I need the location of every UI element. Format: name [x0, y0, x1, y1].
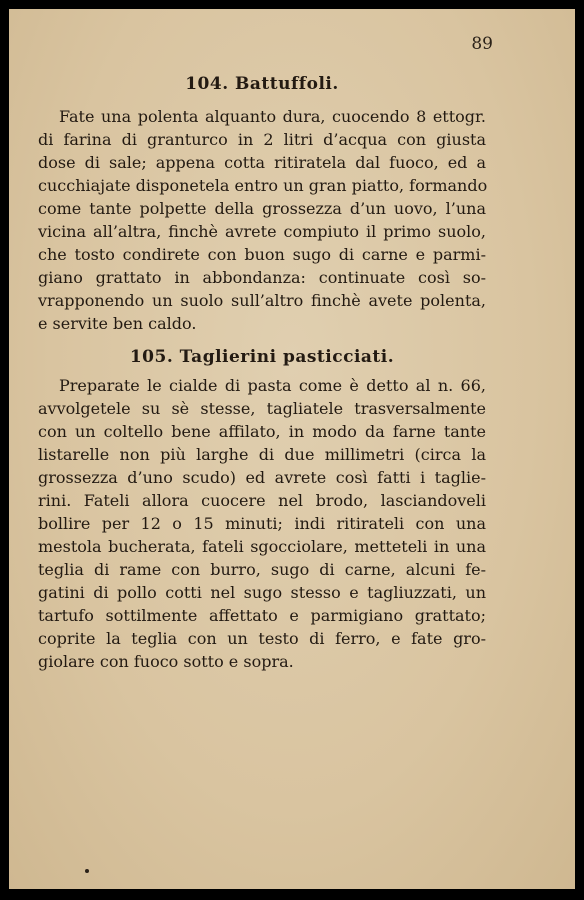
- section-body-105: [38, 374, 486, 673]
- text-line: grossezza d’uno scudo) ed avrete così fatti i taglie-: [38, 468, 486, 487]
- text-line: coprite la teglia con un testo di ferro, e fate gro-: [38, 629, 486, 648]
- text-line: mestola bucherata, fateli sgocciolare, metteteli in una: [38, 537, 486, 556]
- text-line: vrapponendo un suolo sull’altro finchè avete polenta,: [38, 291, 486, 310]
- text-line: cucchiajate disponetela entro un gran piatto, formando: [38, 176, 488, 195]
- text-line: e servite ben caldo.: [38, 314, 197, 333]
- page-content: [38, 71, 486, 673]
- text-line: tartufo sottilmente affettato e parmigiano grattato;: [38, 606, 486, 625]
- text-line: dose di sale; appena cotta ritiratela dal fuoco, ed a: [38, 153, 486, 172]
- text-line: Preparate le cialde di pasta come è detto al n. 66,: [59, 376, 486, 395]
- section-heading-104: 104. Battuffoli.: [185, 74, 339, 94]
- section-heading-105: 105. Taglierini pasticciati.: [129, 347, 395, 367]
- text-line: vicina all’altra, finchè avrete compiuto il primo suolo,: [38, 222, 486, 241]
- text-line: bollire per 12 o 15 minuti; indi ritirateli con una: [38, 514, 486, 533]
- text-line: rini. Fateli allora cuocere nel brodo, lasciandoveli: [38, 491, 486, 510]
- text-line: giano grattato in abbondanza: continuate così so-: [38, 268, 486, 287]
- text-line: come tante polpette della grossezza d’un uovo, l’una: [38, 199, 486, 218]
- section-body-104: [38, 105, 486, 335]
- text-line: con un coltello bene affilato, in modo da farne tante: [38, 422, 486, 441]
- text-line: listarelle non più larghe di due millimetri (circa la: [38, 445, 486, 464]
- text-line: che tosto condirete con buon sugo di carne e parmi-: [38, 245, 486, 264]
- book-page: [9, 9, 575, 889]
- ink-speck: [85, 869, 89, 873]
- text-line: Fate una polenta alquanto dura, cuocendo 8 ettogr.: [59, 107, 486, 126]
- text-line: avvolgetele su sè stesse, tagliatele trasversalmente: [38, 399, 486, 418]
- text-line: teglia di rame con burro, sugo di carne, alcuni fe-: [38, 560, 486, 579]
- text-line: gatini di pollo cotti nel sugo stesso e tagliuzzati, un: [38, 583, 486, 602]
- text-line: giolare con fuoco sotto e sopra.: [38, 652, 294, 671]
- page-number: 89: [471, 34, 493, 54]
- text-line: di farina di granturco in 2 litri d’acqua con giusta: [38, 130, 486, 149]
